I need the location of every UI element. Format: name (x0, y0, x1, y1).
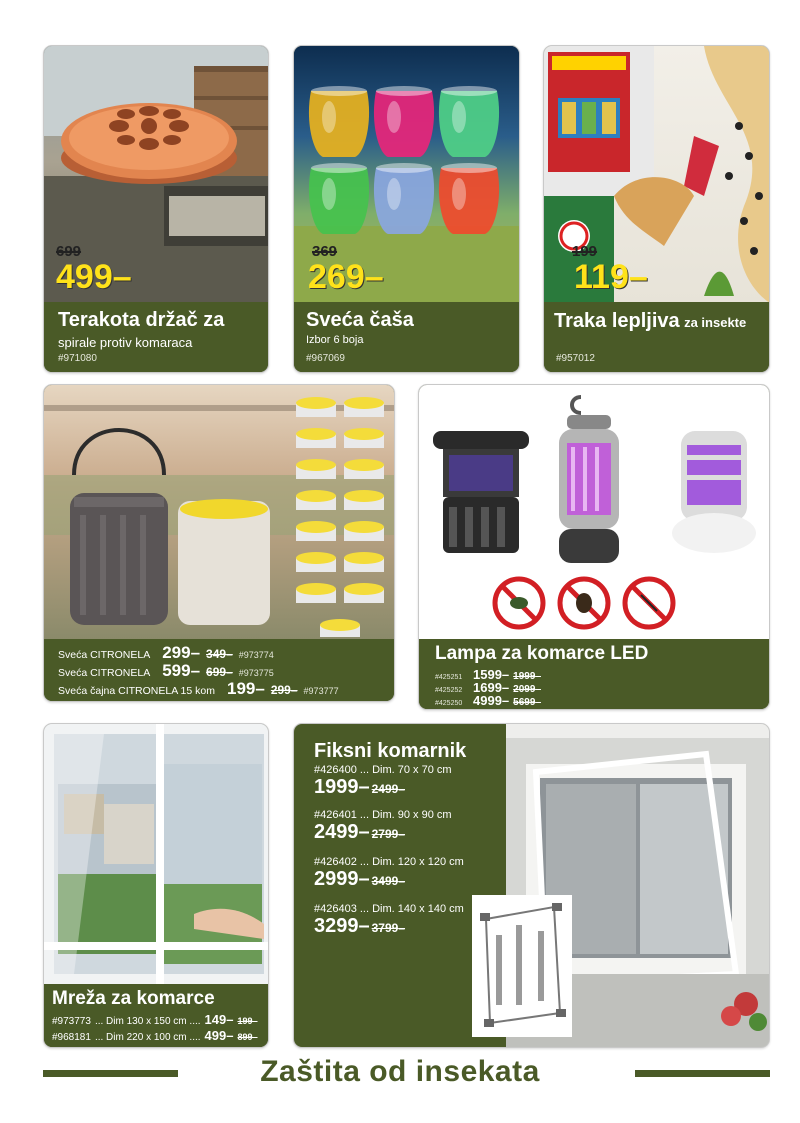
item-code: #425251 (435, 674, 463, 681)
candle-glass (374, 163, 434, 234)
product-photo-terakota (44, 46, 268, 304)
product-photo-traka (544, 46, 769, 304)
candle-glass (309, 86, 369, 157)
price-row (314, 776, 405, 799)
item-code: #973777 (303, 686, 339, 696)
new-price: 2999 – (314, 868, 370, 891)
product-card-lampa[interactable] (418, 384, 770, 710)
price-row (52, 1028, 258, 1043)
frame-parts-diagram (472, 895, 572, 1037)
price-row (58, 643, 274, 663)
product-code: #957012 (556, 353, 595, 364)
product-card-terakota[interactable] (43, 45, 269, 373)
item-dimensions: ... Dim 130 x 150 cm .... (94, 1016, 201, 1027)
old-price: 699 – (206, 665, 233, 679)
price-row (58, 661, 274, 681)
item-description: #426401 ... Dim. 90 x 90 cm (314, 809, 452, 821)
product-info-band (44, 639, 394, 701)
price-row (435, 693, 541, 708)
product-card-sveca-casa[interactable] (293, 45, 520, 373)
old-price: 2099 – (513, 684, 541, 695)
product-code: #971080 (58, 353, 97, 364)
product-card-fiksni-komarnik[interactable] (293, 723, 770, 1048)
old-price: 5699 – (513, 697, 541, 708)
product-info-band (544, 302, 769, 372)
new-price: 599 – (162, 661, 200, 681)
item-code: #973774 (238, 650, 274, 660)
new-price: 499 – (56, 260, 132, 294)
product-photo-sveca-casa (294, 46, 519, 304)
price-row (314, 868, 405, 891)
new-price: 299 – (162, 643, 200, 663)
product-title: Traka lepljiva (554, 310, 680, 332)
item-name: Sveća CITRONELA (58, 667, 151, 679)
item-code: #973773 (52, 1016, 91, 1027)
item-description: #426402 ... Dim. 120 x 120 cm (314, 856, 464, 868)
product-title: Sveća čaša (306, 309, 414, 331)
candle-glass (374, 86, 434, 157)
product-subtitle: Izbor 6 boja (306, 334, 364, 346)
old-price: 199 – (237, 1016, 257, 1026)
old-price: 1999 – (513, 671, 541, 682)
new-price: 499 – (205, 1028, 234, 1043)
old-price: 199 (572, 243, 598, 260)
candle-glass (309, 163, 369, 234)
product-info-band (44, 984, 268, 1047)
new-price: 269 – (308, 260, 384, 294)
product-card-citronela[interactable] (43, 384, 395, 702)
price-row (314, 821, 405, 844)
product-card-traka[interactable] (543, 45, 770, 373)
candle-glass (439, 86, 499, 157)
item-code: #425252 (435, 687, 463, 694)
new-price: 1999 – (314, 776, 370, 799)
product-info-band (294, 302, 519, 372)
item-name: Sveća čajna CITRONELA 15 kom (58, 685, 215, 697)
product-info-band (419, 639, 769, 709)
new-price: 2499 – (314, 821, 370, 844)
footer-divider-right (635, 1070, 770, 1077)
new-price: 4999 – (473, 693, 509, 708)
product-code: #967069 (306, 353, 345, 364)
new-price: 1699 – (473, 680, 509, 695)
old-price: 699 (56, 243, 82, 260)
item-code: #973775 (238, 668, 274, 678)
new-price: 199 – (227, 679, 265, 699)
new-price: 119 – (574, 260, 648, 294)
item-description: #426400 ... Dim. 70 x 70 cm (314, 764, 452, 776)
product-card-mreza[interactable] (43, 723, 269, 1048)
old-price: 2499 – (372, 782, 405, 796)
price-row (58, 679, 339, 699)
item-code: #425250 (435, 700, 463, 707)
price-row (314, 915, 405, 938)
product-title: Lampa za komarce LED (435, 643, 649, 664)
old-price: 349 – (206, 647, 233, 661)
new-price: 3299 – (314, 915, 370, 938)
old-price: 299 – (271, 683, 298, 697)
old-price: 369 (312, 243, 338, 260)
product-photo-citronela (44, 385, 394, 641)
product-title: Fiksni komarnik (314, 740, 467, 762)
price-row (52, 1012, 258, 1027)
item-description: #426403 ... Dim. 140 x 140 cm (314, 903, 464, 915)
product-info-band (44, 302, 268, 372)
new-price: 1599 – (473, 667, 509, 682)
product-photo-lampa (419, 385, 769, 641)
item-dimensions: ... Dim 220 x 100 cm .... (94, 1032, 201, 1043)
product-photo-mreza (44, 724, 268, 986)
product-subtitle: spirale protiv komaraca (58, 335, 193, 350)
old-price: 899 – (237, 1032, 257, 1042)
product-title-suffix: za insekte (684, 315, 747, 330)
footer-title: Zaštita od insekata (260, 1055, 540, 1088)
product-title-line (554, 310, 746, 333)
candle-glass (439, 163, 499, 234)
product-title: Terakota držač za (58, 309, 225, 331)
new-price: 149 – (205, 1012, 234, 1027)
old-price: 3799 – (372, 921, 405, 935)
item-name: Sveća CITRONELA (58, 649, 151, 661)
old-price: 2799 – (372, 827, 405, 841)
item-code: #968181 (52, 1032, 91, 1043)
product-title: Mreža za komarce (52, 988, 215, 1009)
old-price: 3499 – (372, 874, 405, 888)
